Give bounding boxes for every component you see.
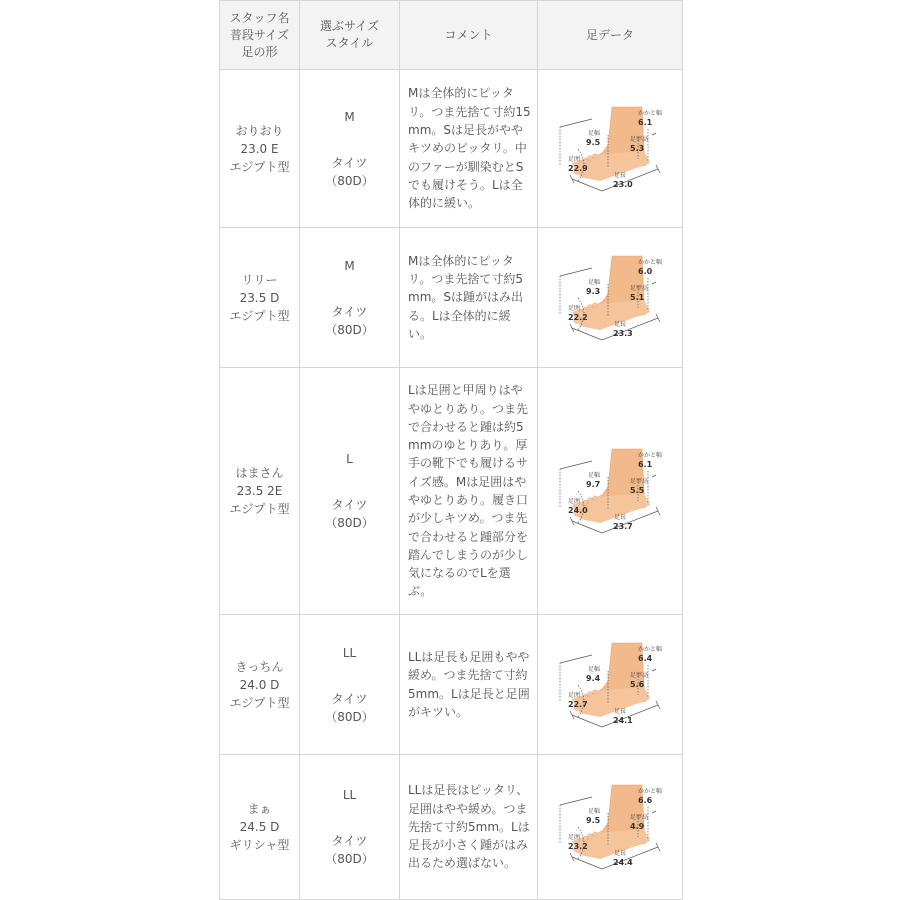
foot-data-cell — [538, 228, 683, 368]
foot-length-label: 足長 — [614, 850, 627, 857]
staff-name: リリー — [241, 272, 278, 287]
table-row — [220, 228, 683, 368]
staff-name: まぁ — [247, 802, 272, 816]
foot-shape: エジプト型 — [229, 159, 290, 174]
foot-girth-value: 22.7 — [568, 699, 588, 709]
instep-height-label: 足甲高 — [630, 814, 649, 821]
foot-girth-value: 22.9 — [568, 163, 588, 173]
foot-width-value: 9.5 — [586, 816, 601, 825]
size-table — [219, 0, 683, 900]
foot-diagram — [550, 105, 670, 193]
foot-girth-label: 足囲 — [568, 691, 581, 699]
heel-width-label: かかと幅 — [638, 109, 663, 117]
header-row — [220, 1, 683, 70]
foot-girth-value: 22.2 — [568, 312, 588, 322]
comment-cell: LLは足長はピッタリ、足囲はやや緩め。つま先捨て寸約5mm。Lは足長が小さく踵がはみ出るため選ばない。 — [400, 755, 538, 900]
heel-width-label: かかと幅 — [638, 645, 663, 653]
size-cell — [300, 755, 400, 900]
foot-width-label: 足幅 — [588, 129, 601, 137]
foot-length-value: 23.7 — [613, 522, 633, 531]
table-row — [220, 368, 683, 615]
foot-girth-label: 足囲 — [568, 304, 581, 312]
table-row — [220, 70, 683, 228]
header-size: 選ぶサイズ スタイル — [300, 1, 400, 70]
size-cell — [300, 368, 400, 615]
header-foot-data: 足データ — [538, 1, 683, 70]
heel-width-value: 6.4 — [638, 653, 653, 663]
foot-length-value: 23.0 — [613, 179, 633, 189]
usual-size: 23.5 2E — [236, 484, 283, 498]
chosen-size: M — [344, 109, 355, 124]
instep-height-value: 5.1 — [630, 292, 645, 302]
foot-length-label: 足長 — [614, 171, 627, 179]
foot-data-cell — [538, 368, 683, 615]
staff-name: おりおり — [235, 123, 284, 138]
table-row — [220, 615, 683, 755]
size-cell — [300, 70, 400, 228]
foot-width-value: 9.4 — [586, 673, 601, 683]
foot-data-cell — [538, 615, 683, 755]
staff-cell — [220, 228, 300, 368]
foot-length-label: 足長 — [614, 707, 627, 715]
usual-size: 24.5 D — [239, 820, 280, 834]
foot-shape: エジプト型 — [229, 695, 290, 710]
foot-diagram — [550, 783, 670, 871]
instep-height-value: 5.5 — [630, 486, 645, 495]
comment-cell: Mは全体的にピッタリ。つま先捨て寸約15mm。Sは足長がややキツめのピッタリ。中のファーが馴染むとSでも履けそう。Lは全体的に緩い。 — [400, 70, 538, 228]
heel-width-value: 6.6 — [638, 796, 653, 805]
foot-length-value: 23.3 — [613, 328, 633, 338]
foot-girth-value: 24.0 — [568, 506, 588, 515]
style-text: タイツ （80D） — [325, 691, 374, 724]
staff-cell — [220, 615, 300, 755]
chosen-size: L — [346, 452, 353, 466]
instep-height-value: 4.9 — [630, 822, 645, 831]
heel-width-label: かかと幅 — [638, 788, 663, 795]
foot-shape: エジプト型 — [229, 502, 290, 516]
foot-width-value: 9.3 — [586, 286, 601, 296]
size-cell — [300, 615, 400, 755]
comment-cell: Mは全体的にピッタリ。つま先捨て寸約5mm。Sは踵がはみ出る。Lは全体的に緩い。 — [400, 228, 538, 368]
style-text: タイツ （80D） — [325, 155, 374, 188]
foot-girth-value: 23.2 — [568, 842, 588, 851]
foot-length-label: 足長 — [614, 320, 627, 328]
foot-girth-label: 足囲 — [568, 498, 581, 505]
foot-diagram — [550, 254, 670, 342]
style-text: タイツ （80D） — [325, 834, 374, 866]
staff-name: はまさん — [235, 466, 284, 480]
header-staff: スタッフ名 普段サイズ 足の形 — [220, 1, 300, 70]
usual-size: 24.0 D — [239, 677, 280, 692]
heel-width-value: 6.1 — [638, 460, 653, 469]
instep-height-value: 5.3 — [630, 143, 645, 153]
foot-diagram — [550, 447, 670, 535]
foot-data-cell — [538, 70, 683, 228]
foot-data-cell — [538, 755, 683, 900]
chosen-size: LL — [342, 645, 357, 660]
instep-height-label: 足甲高 — [630, 284, 649, 292]
staff-cell — [220, 755, 300, 900]
foot-width-label: 足幅 — [588, 278, 601, 286]
chosen-size: M — [344, 258, 355, 273]
size-cell — [300, 228, 400, 368]
usual-size: 23.5 D — [239, 290, 280, 305]
foot-diagram — [550, 641, 670, 729]
foot-length-value: 24.1 — [613, 715, 633, 725]
style-text: タイツ （80D） — [325, 304, 374, 337]
foot-width-label: 足幅 — [588, 472, 601, 479]
foot-shape: エジプト型 — [229, 308, 290, 323]
instep-height-label: 足甲高 — [630, 671, 649, 679]
table-row — [220, 755, 683, 900]
foot-width-value: 9.5 — [586, 137, 601, 147]
instep-height-label: 足甲高 — [630, 135, 649, 143]
chosen-size: LL — [342, 788, 357, 802]
foot-girth-label: 足囲 — [568, 155, 581, 163]
heel-width-value: 6.1 — [638, 117, 653, 127]
staff-name: きっちん — [235, 659, 284, 674]
comment-cell: Lは足囲と甲周りはややゆとりあり。つま先で合わせると踵は約5mmのゆとりあり。厚手の靴下でも履けるサイズ感。Mは足囲はややゆとりあり。履き口が少しキツめ。つま先で合わせると踵部分を踏んでしまうのが少し気になるのでLを選ぶ。 — [400, 368, 538, 615]
staff-cell — [220, 70, 300, 228]
foot-length-value: 24.4 — [613, 858, 633, 867]
foot-girth-label: 足囲 — [568, 834, 581, 841]
foot-width-label: 足幅 — [588, 665, 601, 673]
foot-width-value: 9.7 — [586, 480, 601, 489]
heel-width-label: かかと幅 — [638, 258, 663, 266]
instep-height-value: 5.6 — [630, 679, 645, 689]
heel-width-value: 6.0 — [638, 266, 653, 276]
comment-cell: LLは足長も足囲もやや緩め。つま先捨て寸約5mm。Lは足長と足囲がキツい。 — [400, 615, 538, 755]
foot-length-label: 足長 — [614, 514, 627, 521]
foot-width-label: 足幅 — [588, 808, 601, 815]
usual-size: 23.0 E — [240, 141, 279, 156]
header-comment: コメント — [400, 1, 538, 70]
heel-width-label: かかと幅 — [638, 452, 663, 459]
foot-shape: ギリシャ型 — [229, 838, 290, 852]
style-text: タイツ （80D） — [325, 498, 374, 530]
staff-cell — [220, 368, 300, 615]
instep-height-label: 足甲高 — [630, 478, 649, 485]
